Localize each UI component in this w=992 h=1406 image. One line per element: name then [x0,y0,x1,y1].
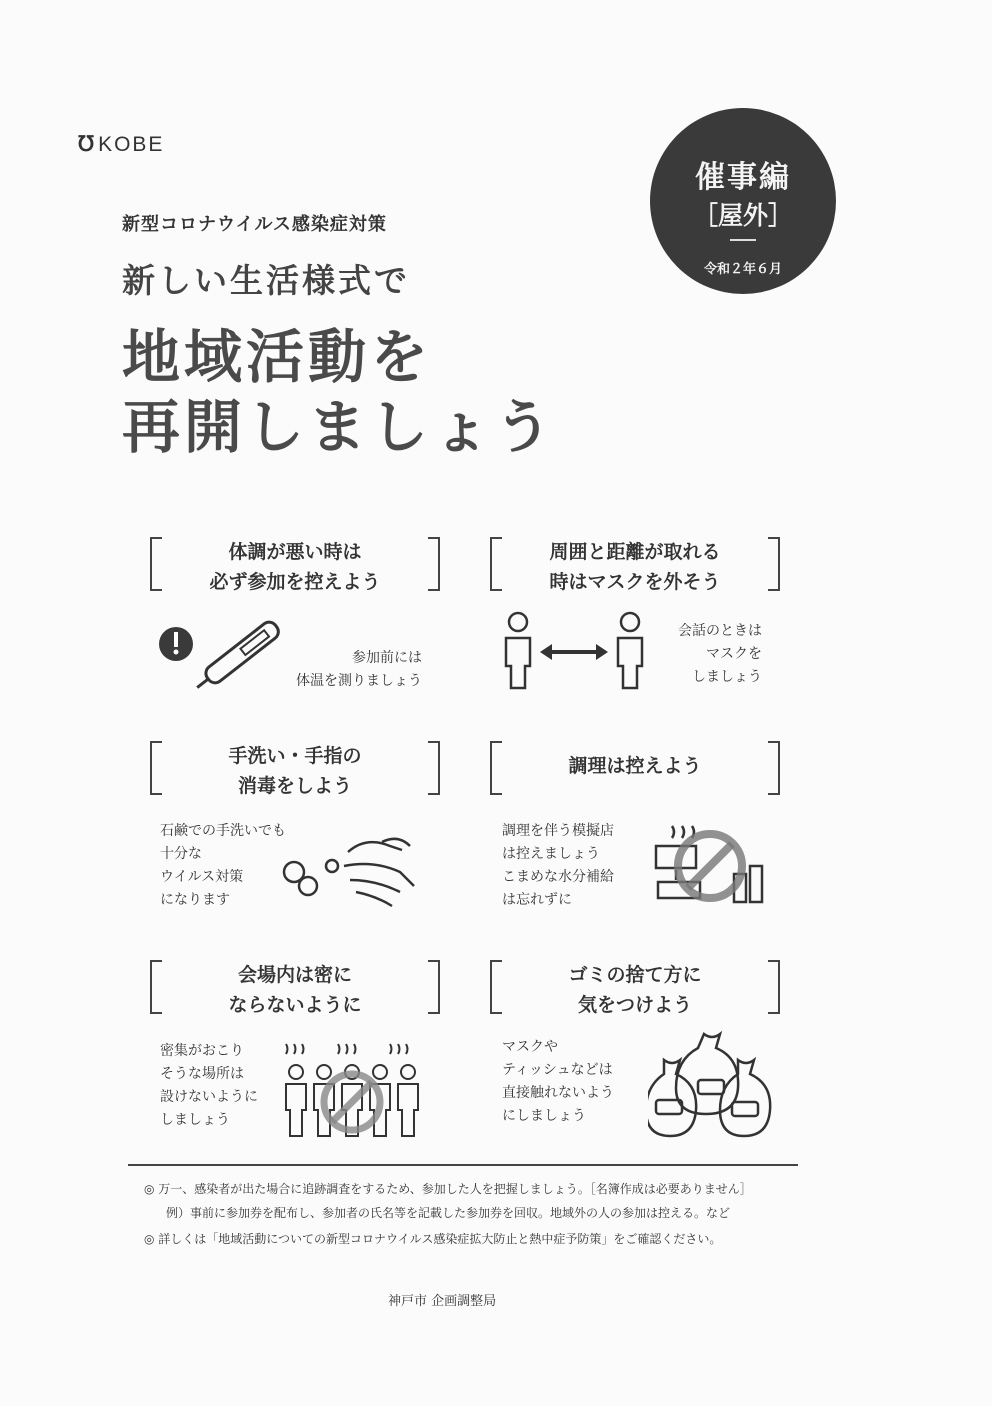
kobe-logo [78,132,164,157]
badge-subcategory: ［屋外］ [692,201,793,230]
bracket-right [428,741,440,795]
kobe-logo-mark: ℧ [78,133,97,156]
garbage-bags-icon [648,1030,776,1142]
no-cooking-icon [650,820,770,912]
card-title-health [150,537,440,607]
bracket-left [150,960,162,1014]
note-example: 例）事前に参加券を配布し、参加者の氏名等を記載した参加券を回収。地域外の人の参加は控える。など [166,1206,731,1220]
crowd-icon [272,1040,432,1144]
category-badge [650,108,836,294]
subtitle: 新型コロナウイルス感染症対策 [122,214,387,235]
kobe-logo-text: KOBE [98,133,165,156]
bracket-right [768,741,780,795]
department-name: 神戸市 企画調整局 [388,1294,497,1309]
card-body-handwash: 石鹸での手洗いでも 十分な ウイルス対策 になります [160,823,286,908]
card-body-cooking: 調理を伴う模擬店 は控えましょう こまめな水分補給 は忘れずに [502,823,614,908]
card-title-garbage [490,960,780,1030]
card-body-distance: 会話のときは マスクを しましょう [678,623,762,685]
card-title-cooking [490,741,780,811]
note-details: ◎ 詳しくは「地域活動についての新型コロナウイルス感染症拡大防止と熱中症予防策」をご確認ください。 [144,1232,722,1246]
bracket-left [150,741,162,795]
card-body-health: 参加前には 体温を測りましょう [296,650,422,689]
card-title-crowd [150,960,440,1030]
bracket-right [768,537,780,591]
card-title-text: ゴミの捨て方に 気をつけよう [568,964,702,1016]
note-tracing: ◎ 万一、感染者が出た場合に追跡調査をするため、参加した人を把握しましょう。［名簿作成は必要ありません］ [144,1182,752,1196]
card-title-text: 会場内は密に ならないように [228,964,362,1016]
bracket-left [490,741,502,795]
bracket-left [490,960,502,1014]
card-title-handwash [150,741,440,811]
handwash-icon [278,830,424,912]
card-body-crowd: 密集がおこり そうな場所は 設けないように しましょう [160,1043,258,1128]
card-title-text: 手洗い・手指の 消毒をしよう [228,745,362,797]
badge-category: 催事編 [695,160,791,195]
card-title-distance [490,537,780,607]
badge-date: 令和２年６月 [703,262,782,277]
bracket-left [490,537,502,591]
main-heading-line2: 再開しましょう [122,393,557,461]
main-heading-line1: 地域活動を [122,323,433,391]
card-title-text: 周囲と距離が取れる 時はマスクを外そう [549,541,721,593]
bracket-left [150,537,162,591]
main-heading [122,322,556,462]
bracket-right [768,960,780,1014]
badge-divider [730,239,756,241]
card-title-text: 体調が悪い時は 必ず参加を控えよう [209,541,381,593]
card-title-text: 調理は控えよう [568,755,702,777]
heading-lead: 新しい生活様式で [122,261,410,300]
bracket-right [428,537,440,591]
footer-divider [128,1164,798,1166]
bracket-right [428,960,440,1014]
card-body-garbage: マスクや ティッシュなどは 直接触れないよう にしましょう [502,1039,614,1124]
